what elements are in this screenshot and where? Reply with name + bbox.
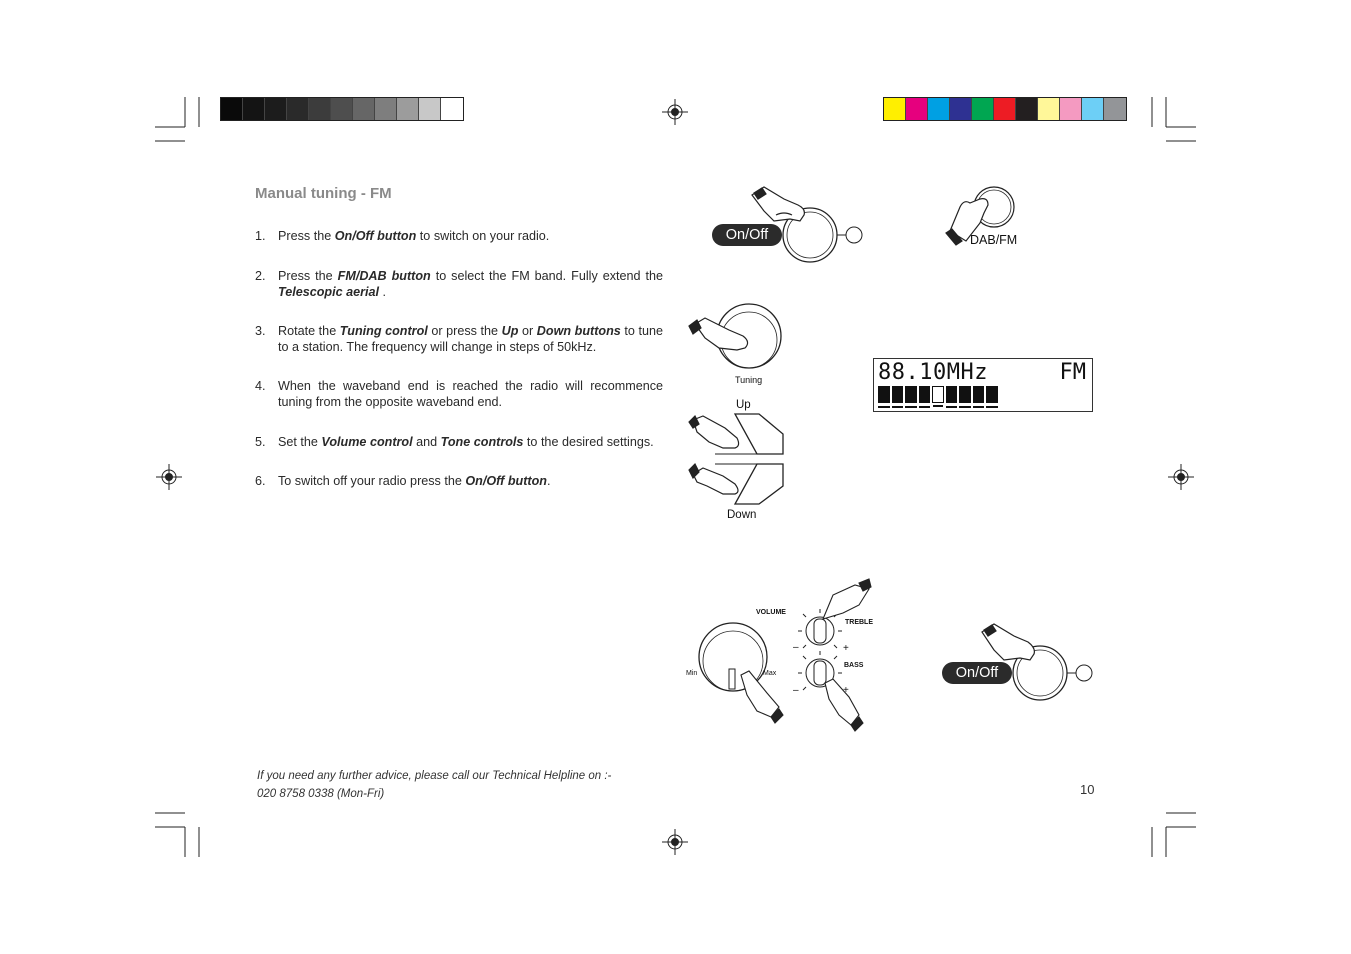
figure-up-down: [685, 396, 795, 526]
grey-swatch: [331, 98, 353, 120]
color-swatch: [1082, 98, 1104, 120]
helpline-text: If you need any further advice, please call our Technical Helpline on :-: [257, 770, 612, 782]
bass-label: BASS: [844, 662, 864, 669]
lcd-signal-cell: [892, 386, 904, 403]
dabfm-label: DAB/FM: [970, 233, 1018, 247]
bass-plus-label: +: [843, 685, 849, 696]
onoff-label: On/Off: [712, 224, 782, 246]
page-number: 10: [1080, 782, 1095, 797]
lcd-frequency: 88.10MHz: [878, 360, 988, 385]
grey-swatch: [397, 98, 419, 120]
registration-mark-right: [1168, 464, 1194, 490]
color-swatch: [1016, 98, 1038, 120]
grey-swatch: [265, 98, 287, 120]
lcd-signal-cell: [986, 386, 998, 403]
color-swatch: [994, 98, 1016, 120]
grey-swatch: [375, 98, 397, 120]
greyscale-calibration-bar: [220, 97, 464, 121]
treble-minus-label: –: [793, 642, 799, 653]
color-swatch: [1038, 98, 1060, 120]
volume-tone-illustration: [683, 575, 883, 735]
color-calibration-bar: [883, 97, 1127, 121]
lcd-signal-bars: [878, 386, 998, 403]
figure-tuning: [685, 300, 795, 390]
pointing-hand-icon: [752, 187, 804, 221]
color-swatch: [1060, 98, 1082, 120]
onoff-knob-illustration: [712, 185, 872, 265]
up-label: Up: [736, 399, 751, 411]
figure-onoff-top: [712, 185, 872, 265]
lcd-display: [873, 358, 1093, 412]
down-label: Down: [727, 509, 757, 521]
figure-volume-tone: [683, 575, 883, 735]
color-swatch: [884, 98, 906, 120]
grey-swatch: [309, 98, 331, 120]
figure-onoff-bottom: [942, 620, 1102, 705]
grey-swatch: [243, 98, 265, 120]
step-3: 3. Rotate the Tuning control or press the Up or Down buttons to tune to a station. The frequency will change in steps of 50kHz.: [255, 324, 663, 354]
registration-mark-left: [156, 464, 182, 490]
grey-swatch: [419, 98, 441, 120]
lcd-signal-cell: [932, 386, 944, 403]
color-swatch: [928, 98, 950, 120]
lcd-signal-cell: [959, 386, 971, 403]
lcd-band: FM: [1059, 360, 1086, 385]
treble-plus-label: +: [843, 643, 849, 654]
grey-swatch: [353, 98, 375, 120]
volume-max-label: Max: [763, 670, 777, 677]
figure-dabfm: [940, 183, 1030, 253]
step-6: 6. To switch off your radio press the On/Off button.: [255, 474, 551, 488]
lcd-signal-cell: [973, 386, 985, 403]
color-swatch: [1104, 98, 1126, 120]
step-1: 1. Press the On/Off button to switch on your radio.: [255, 229, 550, 243]
pointing-hand-icon: [982, 624, 1034, 660]
color-swatch: [972, 98, 994, 120]
pointing-hand-up-icon: [689, 416, 739, 448]
color-swatch: [950, 98, 972, 120]
treble-label: TREBLE: [845, 619, 873, 626]
step-2: 2. Press the FM/DAB button to select the FM band. Fully extend the Telescopic aerial .: [255, 269, 663, 299]
grey-swatch: [441, 98, 463, 120]
onoff-label-bottom: On/Off: [942, 662, 1012, 684]
registration-mark-bottom: [662, 829, 688, 855]
bass-minus-label: –: [793, 685, 799, 696]
volume-label: VOLUME: [756, 609, 786, 616]
registration-mark-top: [662, 99, 688, 125]
section-title: Manual tuning - FM: [255, 185, 392, 202]
pointing-hand-down-icon: [689, 464, 738, 494]
lcd-signal-cell: [878, 386, 890, 403]
lcd-signal-cell: [905, 386, 917, 403]
lcd-signal-cell: [919, 386, 931, 403]
grey-swatch: [221, 98, 243, 120]
step-4: 4. When the waveband end is reached the radio will recommence tuning from the opposite waveband end.: [255, 379, 663, 409]
lcd-signal-cell: [946, 386, 958, 403]
tuning-label: Tuning: [735, 375, 763, 385]
grey-swatch: [287, 98, 309, 120]
volume-min-label: Min: [686, 670, 698, 677]
onoff-knob-illustration-bottom: [942, 620, 1102, 705]
step-5: 5. Set the Volume control and Tone controls to the desired settings.: [255, 435, 654, 449]
color-swatch: [906, 98, 928, 120]
helpline-number: 020 8758 0338 (Mon-Fri): [257, 788, 385, 800]
up-down-buttons-illustration: [685, 408, 795, 508]
